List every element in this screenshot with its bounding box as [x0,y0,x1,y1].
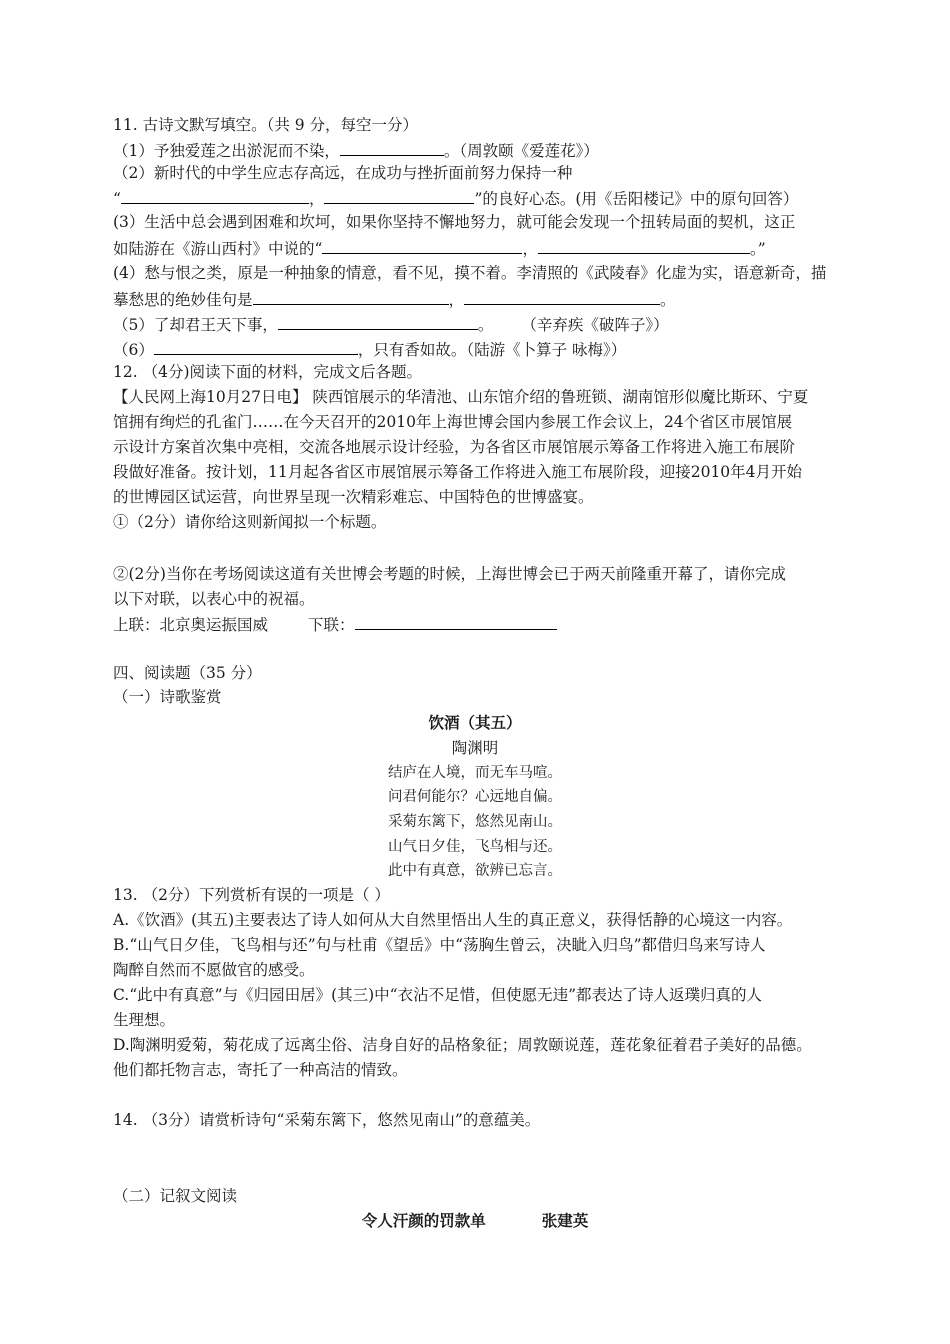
comma: ， [308,190,325,208]
poem-line: 问君何能尔？心远地自偏。 [388,789,562,805]
couplet-row [113,612,557,636]
q11-item-3-prompt: 如陆游在《游山西村》中说的“ [113,240,323,258]
article-author: 张建英 [541,1212,589,1230]
q11-item-4-line2 [113,287,676,311]
q12-news-line: 的世博园区试运营，向世界呈现一次精彩难忘、中国特色的世博盛宴。 [113,488,594,506]
q13-option: A.《饮酒》(其五)主要表达了诗人如何从大自然里悟出人生的真正意义，获得恬静的心境这一内容。 [113,911,793,929]
q11-item-6 [113,337,626,361]
poem-line: 结庐在人境，而无车马喧。 [388,765,562,781]
q12-sub2-line1: ②(2分)当你在考场阅读这道有关世博会考题的时候，上海世博会已于两天前隆重开幕了，请你完成 [113,565,786,583]
q11-item-6-text: ，只有香如故。（陆游《卜算子 咏梅》） [357,341,627,359]
q11-item-6-label: （6） [113,341,154,359]
answer-blank[interactable] [253,287,449,305]
q11-item-2-line1: （2）新时代的中学生应志存高远，在成功与挫折面前努力保持一种 [113,164,573,182]
poem-line: 山气日夕佳，飞鸟相与还。 [388,839,562,855]
q12-news-line: 示设计方案首次集中亮相，交流各地展示设计经验，为各省区市展馆展示筹备工作将进入施工布展阶 [113,438,796,456]
q11-item-3-line1: (3）生活中总会遇到困难和坎坷，如果你坚持不懈地努力，就可能会发现一个扭转局面的契机，这正 [113,213,796,231]
q12-news-line: 【人民网上海10月27日电】 陕西馆展示的华清池、山东馆介绍的鲁班锁、湖南馆形似魔比斯环、宁夏 [113,388,809,406]
comma: ， [448,291,465,309]
period: 。 [660,291,676,309]
article-title: 令人汗颜的罚款单 [361,1212,486,1230]
article-heading [0,1210,950,1232]
poem-line: 采菊东篱下，悠然见南山。 [388,814,562,830]
answer-blank[interactable] [322,236,522,254]
q11-item-5-text: （5）了却君王天下事， [113,316,278,334]
part2-label: （二）记叙文阅读 [113,1187,238,1205]
q14-title: 14. （3分）请赏析诗句“采菊东篱下，悠然见南山”的意蕴美。 [113,1111,541,1129]
answer-blank[interactable] [324,186,474,204]
q12-title: 12. （4分)阅读下面的材料，完成文后各题。 [113,363,422,381]
q11-item-5-source: （辛弃疾《破阵子》） [521,316,669,334]
q13-option: 陶醉自然而不愿做官的感受。 [113,961,315,979]
q11-item-4-line1: (4）愁与恨之类，原是一种抽象的情意，看不见，摸不着。李清照的《武陵春》化虚为实，语意新奇，描 [113,264,827,282]
q13-option: B.“山气日夕佳，飞鸟相与还”句与杜甫《望岳》中“荡胸生曾云，决眦入归鸟”都借归鸟来写诗人 [113,936,766,954]
q12-news-line: 馆拥有绚烂的孔雀门……在今天召开的2010年上海世博会国内参展工作会议上，24个省区市展馆展 [113,413,793,431]
answer-blank[interactable] [154,337,358,355]
q12-sub2-line2: 以下对联，以表心中的祝福。 [113,590,315,608]
q11-title: 11. 古诗文默写填空。（共 9 分，每空一分） [113,116,419,134]
q11-item-1 [113,138,599,162]
poem-title: 饮酒（其五） [428,714,522,732]
q11-item-5 [113,312,669,336]
period: 。 [477,316,494,334]
answer-blank[interactable] [464,287,660,305]
quote-close: 。” [749,240,766,258]
q11-item-4-prompt: 摹愁思的绝妙佳句是 [113,291,253,309]
comma: ， [522,240,538,258]
poem-line: 此中有真意，欲辨已忘言。 [388,863,562,879]
q13-option: 生理想。 [113,1011,176,1029]
q11-item-1-source: 。（周敦颐《爱莲花》） [443,142,599,160]
answer-blank[interactable] [278,312,478,330]
q13-option: 他们都托物言志，寄托了一种高洁的情致。 [113,1061,408,1079]
q12-news-line: 段做好准备。按计划，11月起各省区市展馆展示筹备工作将进入施工布展阶段，迎接2010年4月开始 [113,463,803,481]
q11-item-2-line2 [113,186,798,210]
answer-blank[interactable] [340,138,444,156]
section4-part1: （一）诗歌鉴赏 [113,688,222,706]
poem-author: 陶渊明 [451,739,499,757]
couplet-lower-label: 下联： [308,616,355,634]
q11-item-1-text: （1）予独爱莲之出淤泥而不染， [113,142,340,160]
section4-title: 四、阅读题（35 分） [113,664,262,682]
q11-item-3-line2 [113,236,766,260]
quote-open: “ [113,190,121,208]
q13-option: C.“此中有真意”与《归园田居》(其三)中“衣沾不足惜，但使愿无违”都表达了诗人返璞归真的人 [113,986,763,1004]
q11-item-2-source: ”的良好心态。(用《岳阳楼记》中的原句回答） [474,190,799,208]
q13-title: 13. （2分）下列赏析有误的一项是（ ） [113,886,390,904]
couplet-upper: 上联：北京奥运振国威 [113,616,269,634]
q12-sub1: ①（2分）请你给这则新闻拟一个标题。 [113,513,387,531]
couplet-answer-blank[interactable] [355,612,557,630]
q13-option: D.陶渊明爱菊，菊花成了远离尘俗、洁身自好的品格象征；周敦颐说莲，莲花象征着君子美好的品德。 [113,1036,812,1054]
answer-blank[interactable] [121,186,309,204]
answer-blank[interactable] [538,236,750,254]
